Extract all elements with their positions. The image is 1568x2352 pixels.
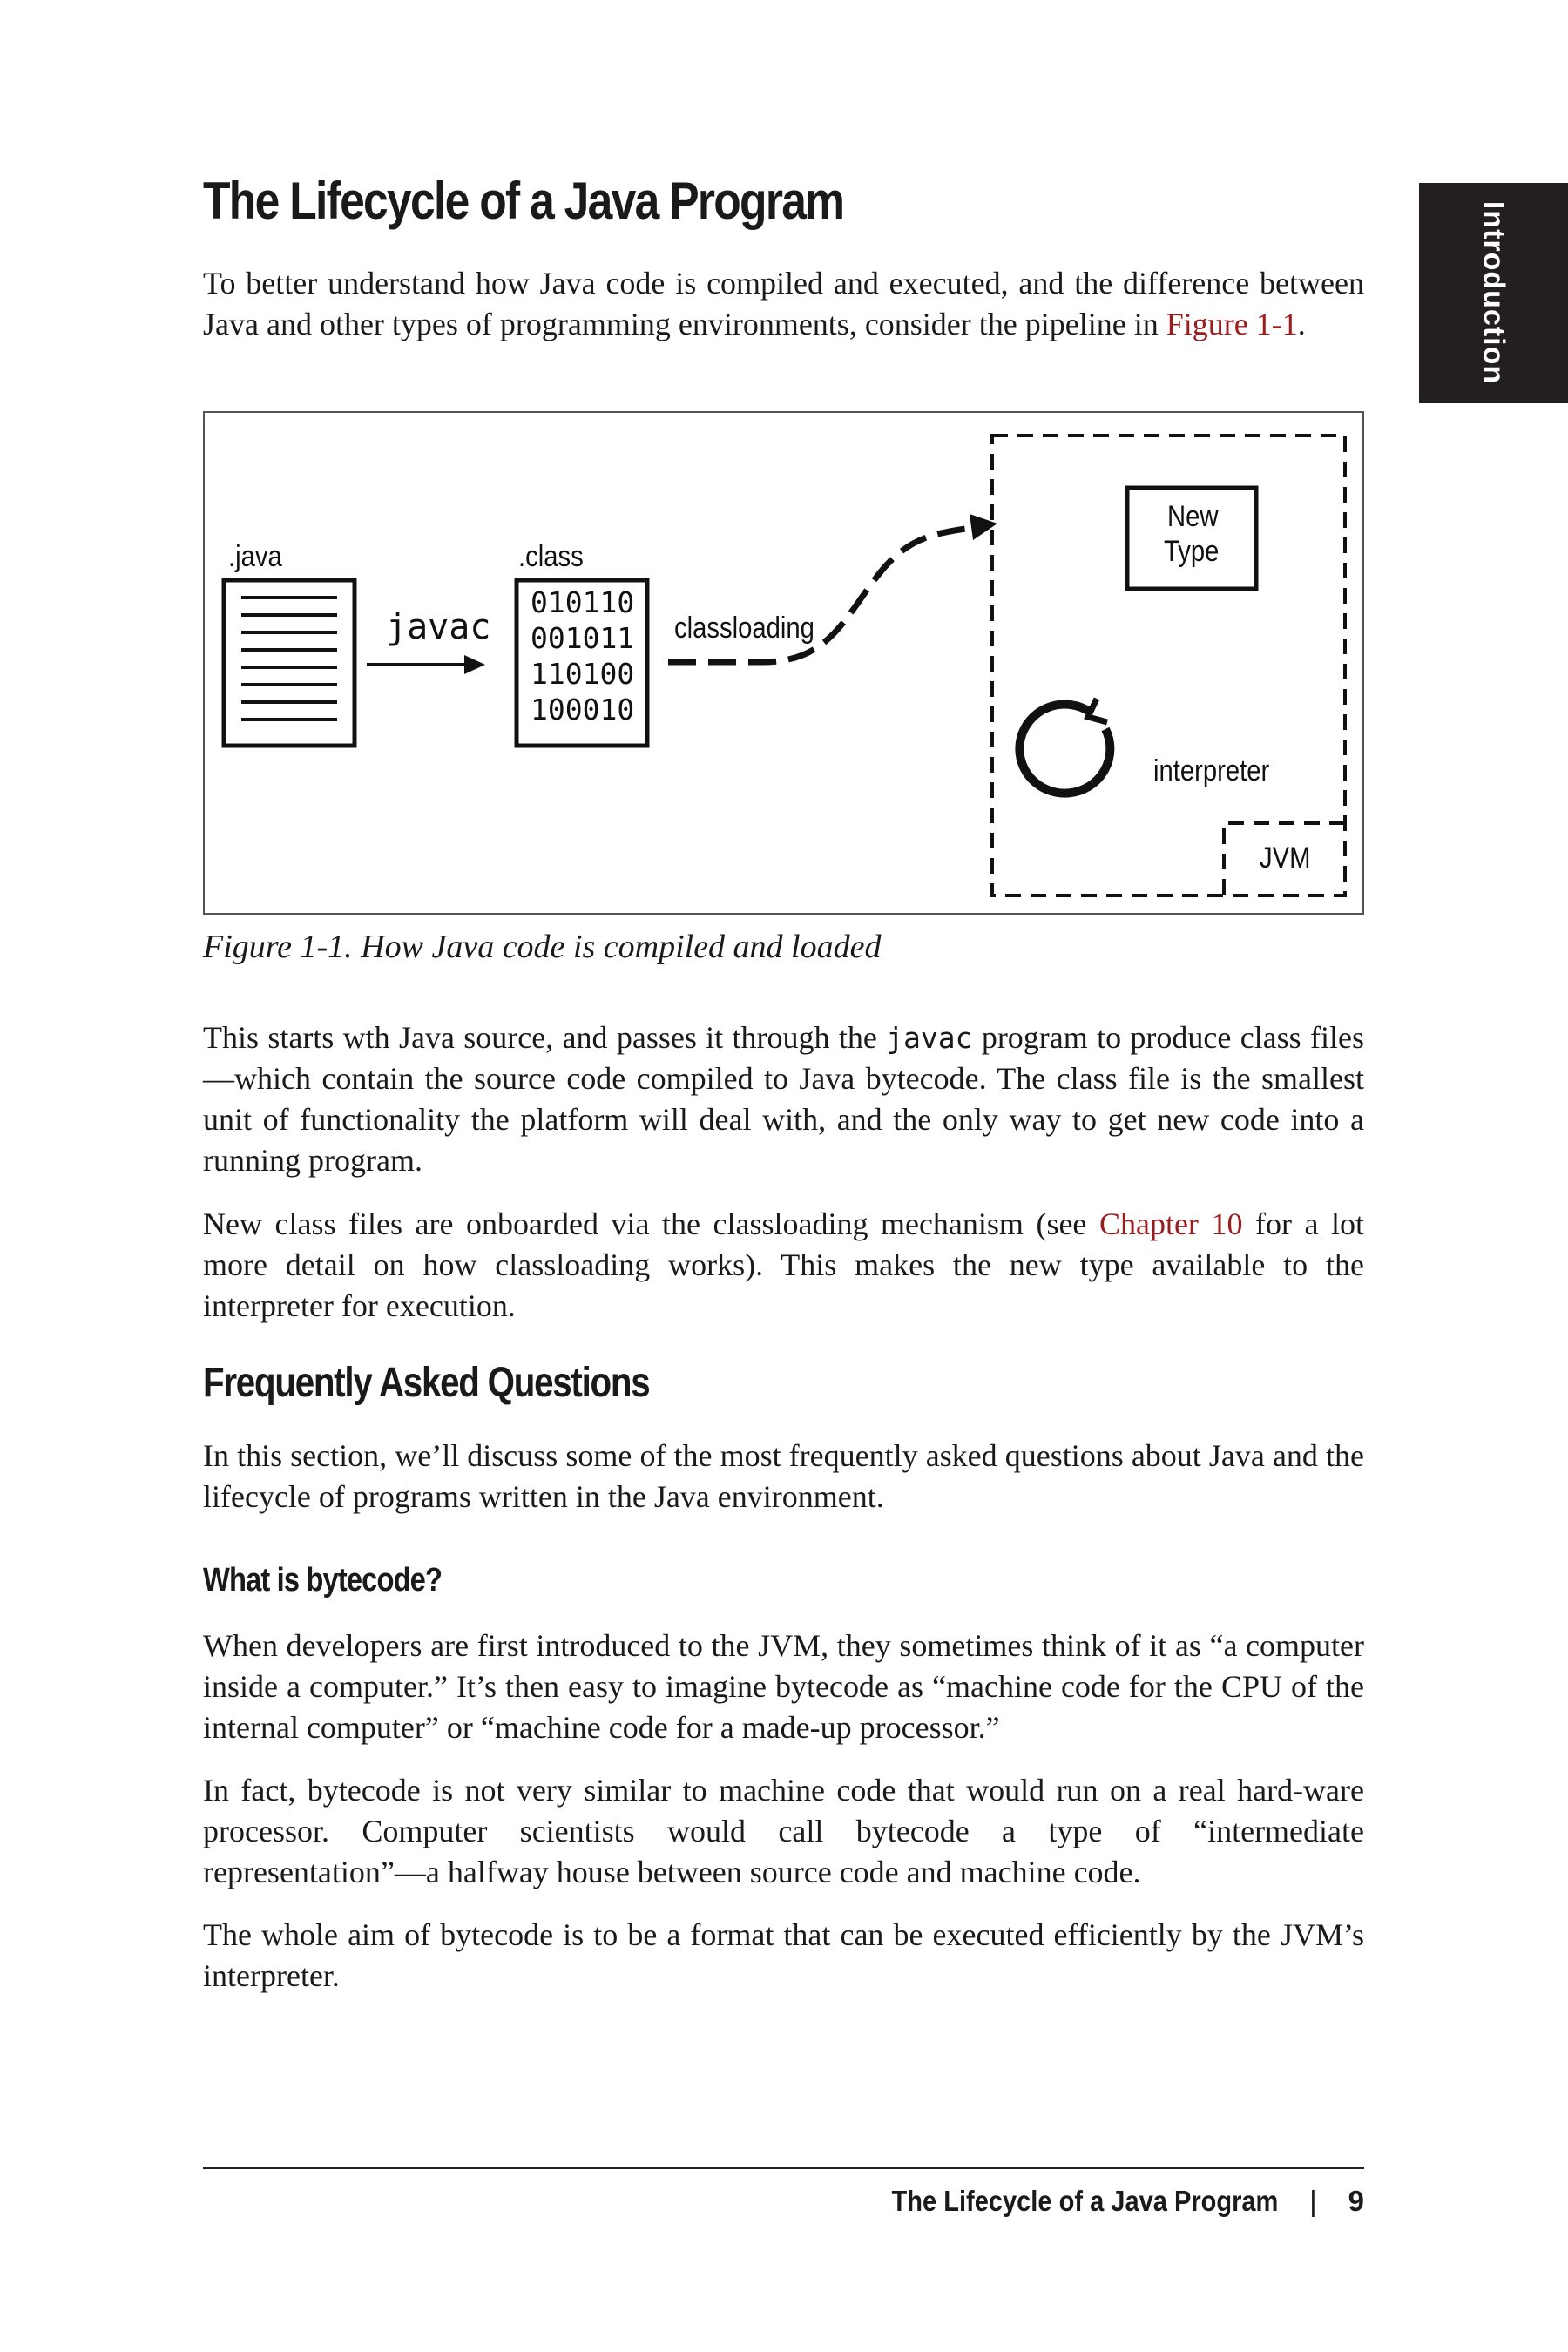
bytecode-paragraph-1: When developers are first introduced to the JVM, they sometimes think of it as “a computer inside a computer.” It’s then easy to imagine bytecode as “machine code for the CPU of the internal computer” or “machine code for a made-up processor.” (203, 1628, 1364, 1745)
running-title: The Lifecycle of a Java Program (891, 2185, 1279, 2217)
new-type-line2: Type (1164, 535, 1220, 568)
paragraph-classloading (203, 1204, 1364, 1327)
java-label: .java (228, 540, 282, 573)
pipeline-figure (203, 411, 1364, 915)
intro-paragraph (203, 263, 1364, 345)
para2-text-end: for a lot more detail on how classloading works). This makes the new type available to the interpreter for execution. (203, 1206, 1364, 1323)
intro-text: To better understand how Java code is compiled and executed, and the difference between Java and other types of programming environments, consider the pipeline in (203, 266, 1364, 341)
pipeline-diagram (205, 413, 1366, 916)
figure-caption: Figure 1-1. How Java code is compiled and loaded (203, 929, 882, 965)
chapter-10-link[interactable]: Chapter 10 (1098, 1206, 1243, 1241)
faq-heading: Frequently Asked Questions (203, 1360, 650, 1406)
figure-link[interactable]: Figure 1-1 (1166, 307, 1298, 341)
paragraph-source-to-class (203, 1017, 1364, 1181)
javac-code: javac (886, 1021, 973, 1055)
chapter-thumb-tab (1419, 183, 1568, 403)
section-title: The Lifecycle of a Java Program (203, 172, 844, 230)
faq-intro-paragraph: In this section, we’ll discuss some of the most frequently asked questions about Java and the lifecycle of programs written in the Java environment. (203, 1438, 1364, 1514)
intro-end: . (1297, 307, 1306, 341)
jvm-label: JVM (1260, 841, 1311, 875)
page-number: 9 (1348, 2185, 1364, 2217)
bytecode-paragraph-3: The whole aim of bytecode is to be a format that can be executed efficiently by the JVM’s interpreter. (203, 1917, 1364, 1993)
page-footer (839, 2185, 1364, 2218)
java-source-file-icon (224, 580, 355, 746)
interpreter-loop-icon (1019, 699, 1110, 794)
para1-text: This starts wth Java source, and passes it through the (203, 1020, 887, 1055)
footer-separator: | (1309, 2185, 1317, 2217)
new-type-line1: New (1167, 500, 1219, 533)
para2-text: New class files are onboarded via the classloading mechanism (see (203, 1206, 1099, 1241)
bytecode-paragraph-2: In fact, bytecode is not very similar to machine code that would run on a real hard‐ware processor. Computer scientists would call bytecode a type of “intermediate representation”—a halfway house between source code and machine code. (203, 1773, 1364, 1889)
class-label: .class (518, 540, 584, 573)
javac-arrow-icon (367, 655, 485, 674)
para1-text-end: program to produce class files—which contain the source code compiled to Java bytecode. The class file is the smallest unit of functionality the platform will deal with, and the only way to get new code into a running program. (203, 1020, 1364, 1178)
class-bytes: 010110 001011 110100 100010 (531, 585, 635, 727)
thumb-tab-label: Introduction (1477, 200, 1511, 385)
javac-label: javac (386, 607, 491, 647)
interpreter-label: interpreter (1153, 754, 1270, 787)
bytecode-heading: What is bytecode? (203, 1562, 443, 1598)
classloading-label: classloading (674, 612, 814, 645)
footer-rule (203, 2167, 1364, 2169)
